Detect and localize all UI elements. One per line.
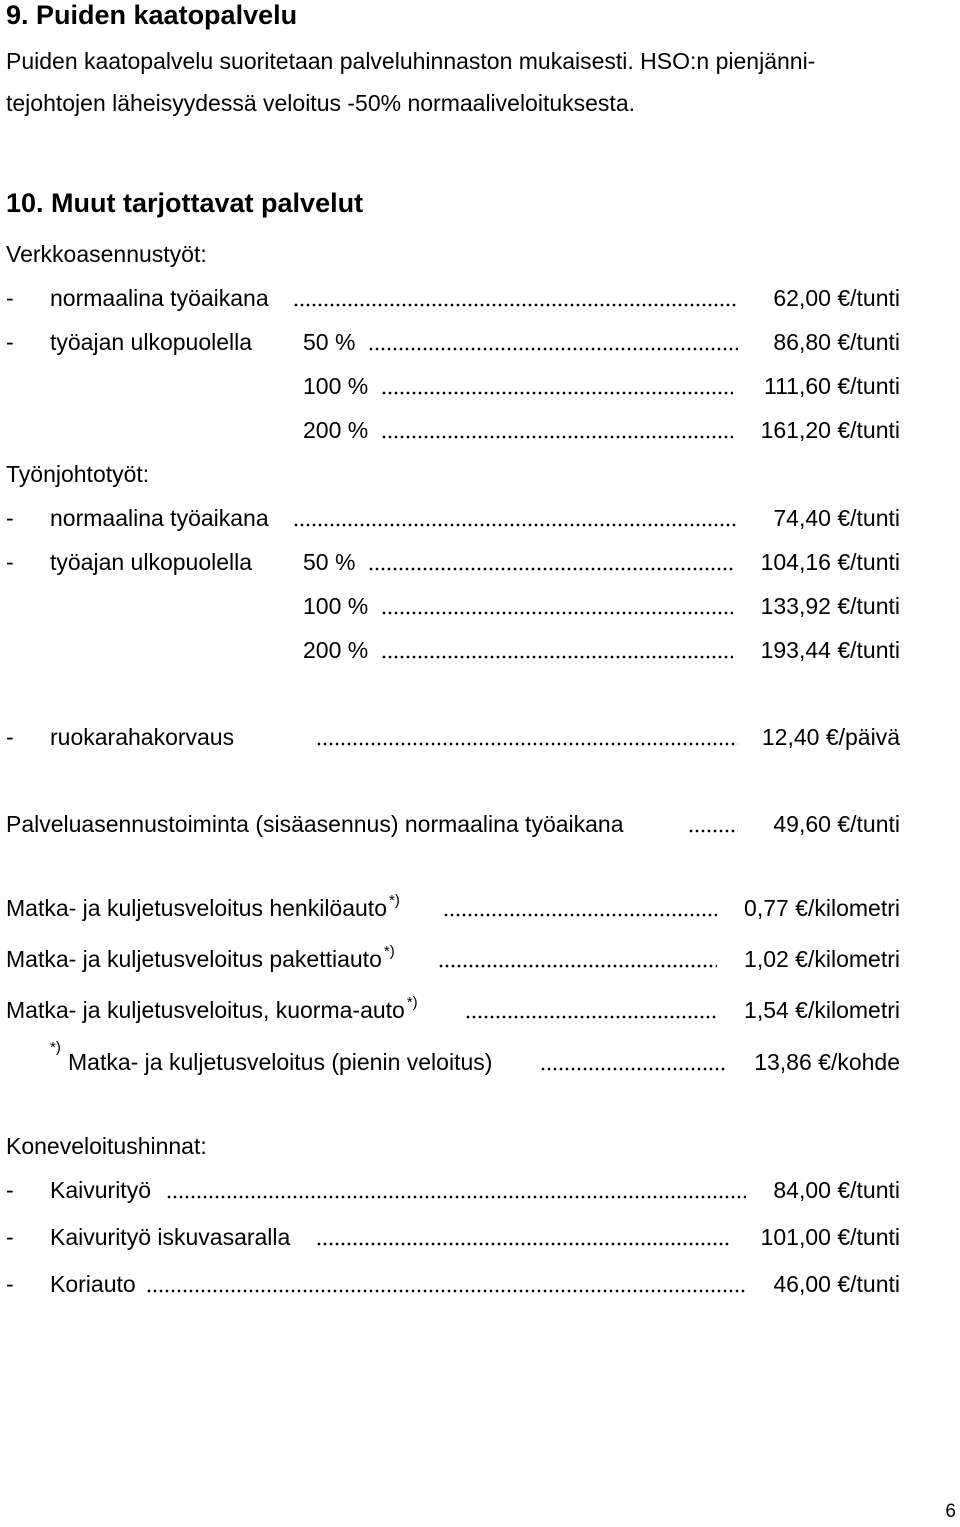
dot-leader	[443, 913, 717, 917]
verkko-outside-label: työajan ulkopuolella	[50, 329, 253, 355]
tyonjohto-normal-label: normaalina työaikana	[50, 505, 269, 531]
palveluasennus-price: 49,60 €/tunti	[773, 811, 900, 837]
dot-leader	[146, 1289, 746, 1293]
tyonjohto-price-100: 133,92 €/tunti	[760, 593, 900, 619]
dot-leader	[381, 655, 733, 659]
dot-leader	[540, 1067, 726, 1071]
verkko-pct-200: 200 %	[303, 417, 369, 443]
dot-leader	[166, 1195, 746, 1199]
tyonjohto-normal-price: 74,40 €/tunti	[773, 505, 900, 531]
tyonjohto-price-50: 104,16 €/tunti	[760, 549, 900, 575]
list-dash: -	[6, 1177, 14, 1203]
list-dash: -	[6, 329, 14, 355]
verkko-pct-50: 50 %	[303, 329, 356, 355]
tyonjohto-price-200: 193,44 €/tunti	[760, 637, 900, 663]
verkko-price-50: 86,80 €/tunti	[773, 329, 900, 355]
kaivurityo-iskuvasara-label: Kaivurityö iskuvasaralla	[50, 1224, 291, 1250]
matka-minimum-label: Matka- ja kuljetusveloitus (pienin veloitus)	[68, 1049, 493, 1075]
matka-kuorma-auto-label: Matka- ja kuljetusveloitus, kuorma-auto *)	[6, 994, 418, 1023]
koriauto-price: 46,00 €/tunti	[773, 1271, 900, 1297]
koneveloitus-title: Koneveloitushinnat:	[6, 1133, 207, 1159]
dot-leader	[368, 347, 738, 351]
palveluasennus-label: Palveluasennustoiminta (sisäasennus) normaalina työaikana	[6, 811, 624, 837]
verkko-normal-price: 62,00 €/tunti	[773, 285, 900, 311]
kaivurityo-price: 84,00 €/tunti	[773, 1177, 900, 1203]
section-9-paragraph-line-1: Puiden kaatopalvelu suoritetaan palveluhinnaston mukaisesti. HSO:n pienjänni-	[6, 48, 816, 74]
list-dash: -	[6, 505, 14, 531]
tyonjohto-title: Työnjohtotyöt:	[6, 461, 150, 487]
dot-leader	[316, 1242, 730, 1246]
verkko-price-200: 161,20 €/tunti	[760, 417, 900, 443]
matka-pakettiauto-label: Matka- ja kuljetusveloitus pakettiauto *)	[6, 943, 395, 972]
tyonjohto-pct-200: 200 %	[303, 637, 369, 663]
ruokaraha-label: ruokarahakorvaus	[50, 724, 235, 750]
footnote-mark: *)	[406, 994, 418, 1011]
list-dash: -	[6, 1224, 14, 1250]
tyonjohto-pct-50: 50 %	[303, 549, 356, 575]
section-10-heading: 10. Muut tarjottavat palvelut	[6, 188, 364, 218]
verkkoasennus-title: Verkkoasennustyöt:	[6, 241, 207, 267]
dot-leader	[381, 611, 733, 615]
footnote-mark: *)	[388, 892, 400, 909]
verkko-price-100: 111,60 €/tunti	[764, 373, 900, 399]
list-dash: -	[6, 549, 14, 575]
dot-leader	[316, 742, 738, 746]
verkko-normal-label: normaalina työaikana	[50, 285, 269, 311]
section-9-heading: 9. Puiden kaatopalvelu	[6, 0, 298, 30]
tyonjohto-outside-label: työajan ulkopuolella	[50, 549, 253, 575]
list-dash: -	[6, 724, 14, 750]
ruokaraha-price: 12,40 €/päivä	[761, 724, 900, 750]
list-dash: -	[6, 1271, 14, 1297]
verkko-pct-100: 100 %	[303, 373, 369, 399]
dot-leader	[293, 303, 738, 307]
matka-pakettiauto-price: 1,02 €/kilometri	[744, 946, 900, 972]
dot-leader	[688, 829, 738, 833]
koriauto-label: Koriauto	[50, 1271, 136, 1297]
section-9-paragraph-line-2: tejohtojen läheisyydessä veloitus -50% normaaliveloituksesta.	[6, 90, 636, 116]
kaivurityo-iskuvasara-price: 101,00 €/tunti	[760, 1224, 900, 1250]
dot-leader	[438, 964, 717, 968]
list-dash: -	[6, 285, 14, 311]
matka-minimum-price: 13,86 €/kohde	[754, 1049, 900, 1075]
dot-leader	[381, 435, 733, 439]
kaivurityo-label: Kaivurityö	[50, 1177, 151, 1203]
matka-henkiloauto-label: Matka- ja kuljetusveloitus henkilöauto *)	[6, 892, 400, 921]
dot-leader	[368, 567, 733, 571]
page-number: 6	[945, 1501, 956, 1522]
dot-leader	[293, 523, 738, 527]
matka-kuorma-auto-price: 1,54 €/kilometri	[744, 997, 900, 1023]
matka-henkiloauto-price: 0,77 €/kilometri	[744, 895, 900, 921]
footnote-mark: *)	[50, 1039, 61, 1056]
dot-leader	[465, 1015, 717, 1019]
dot-leader	[381, 391, 733, 395]
tyonjohto-pct-100: 100 %	[303, 593, 369, 619]
footnote-mark: *)	[383, 943, 395, 960]
